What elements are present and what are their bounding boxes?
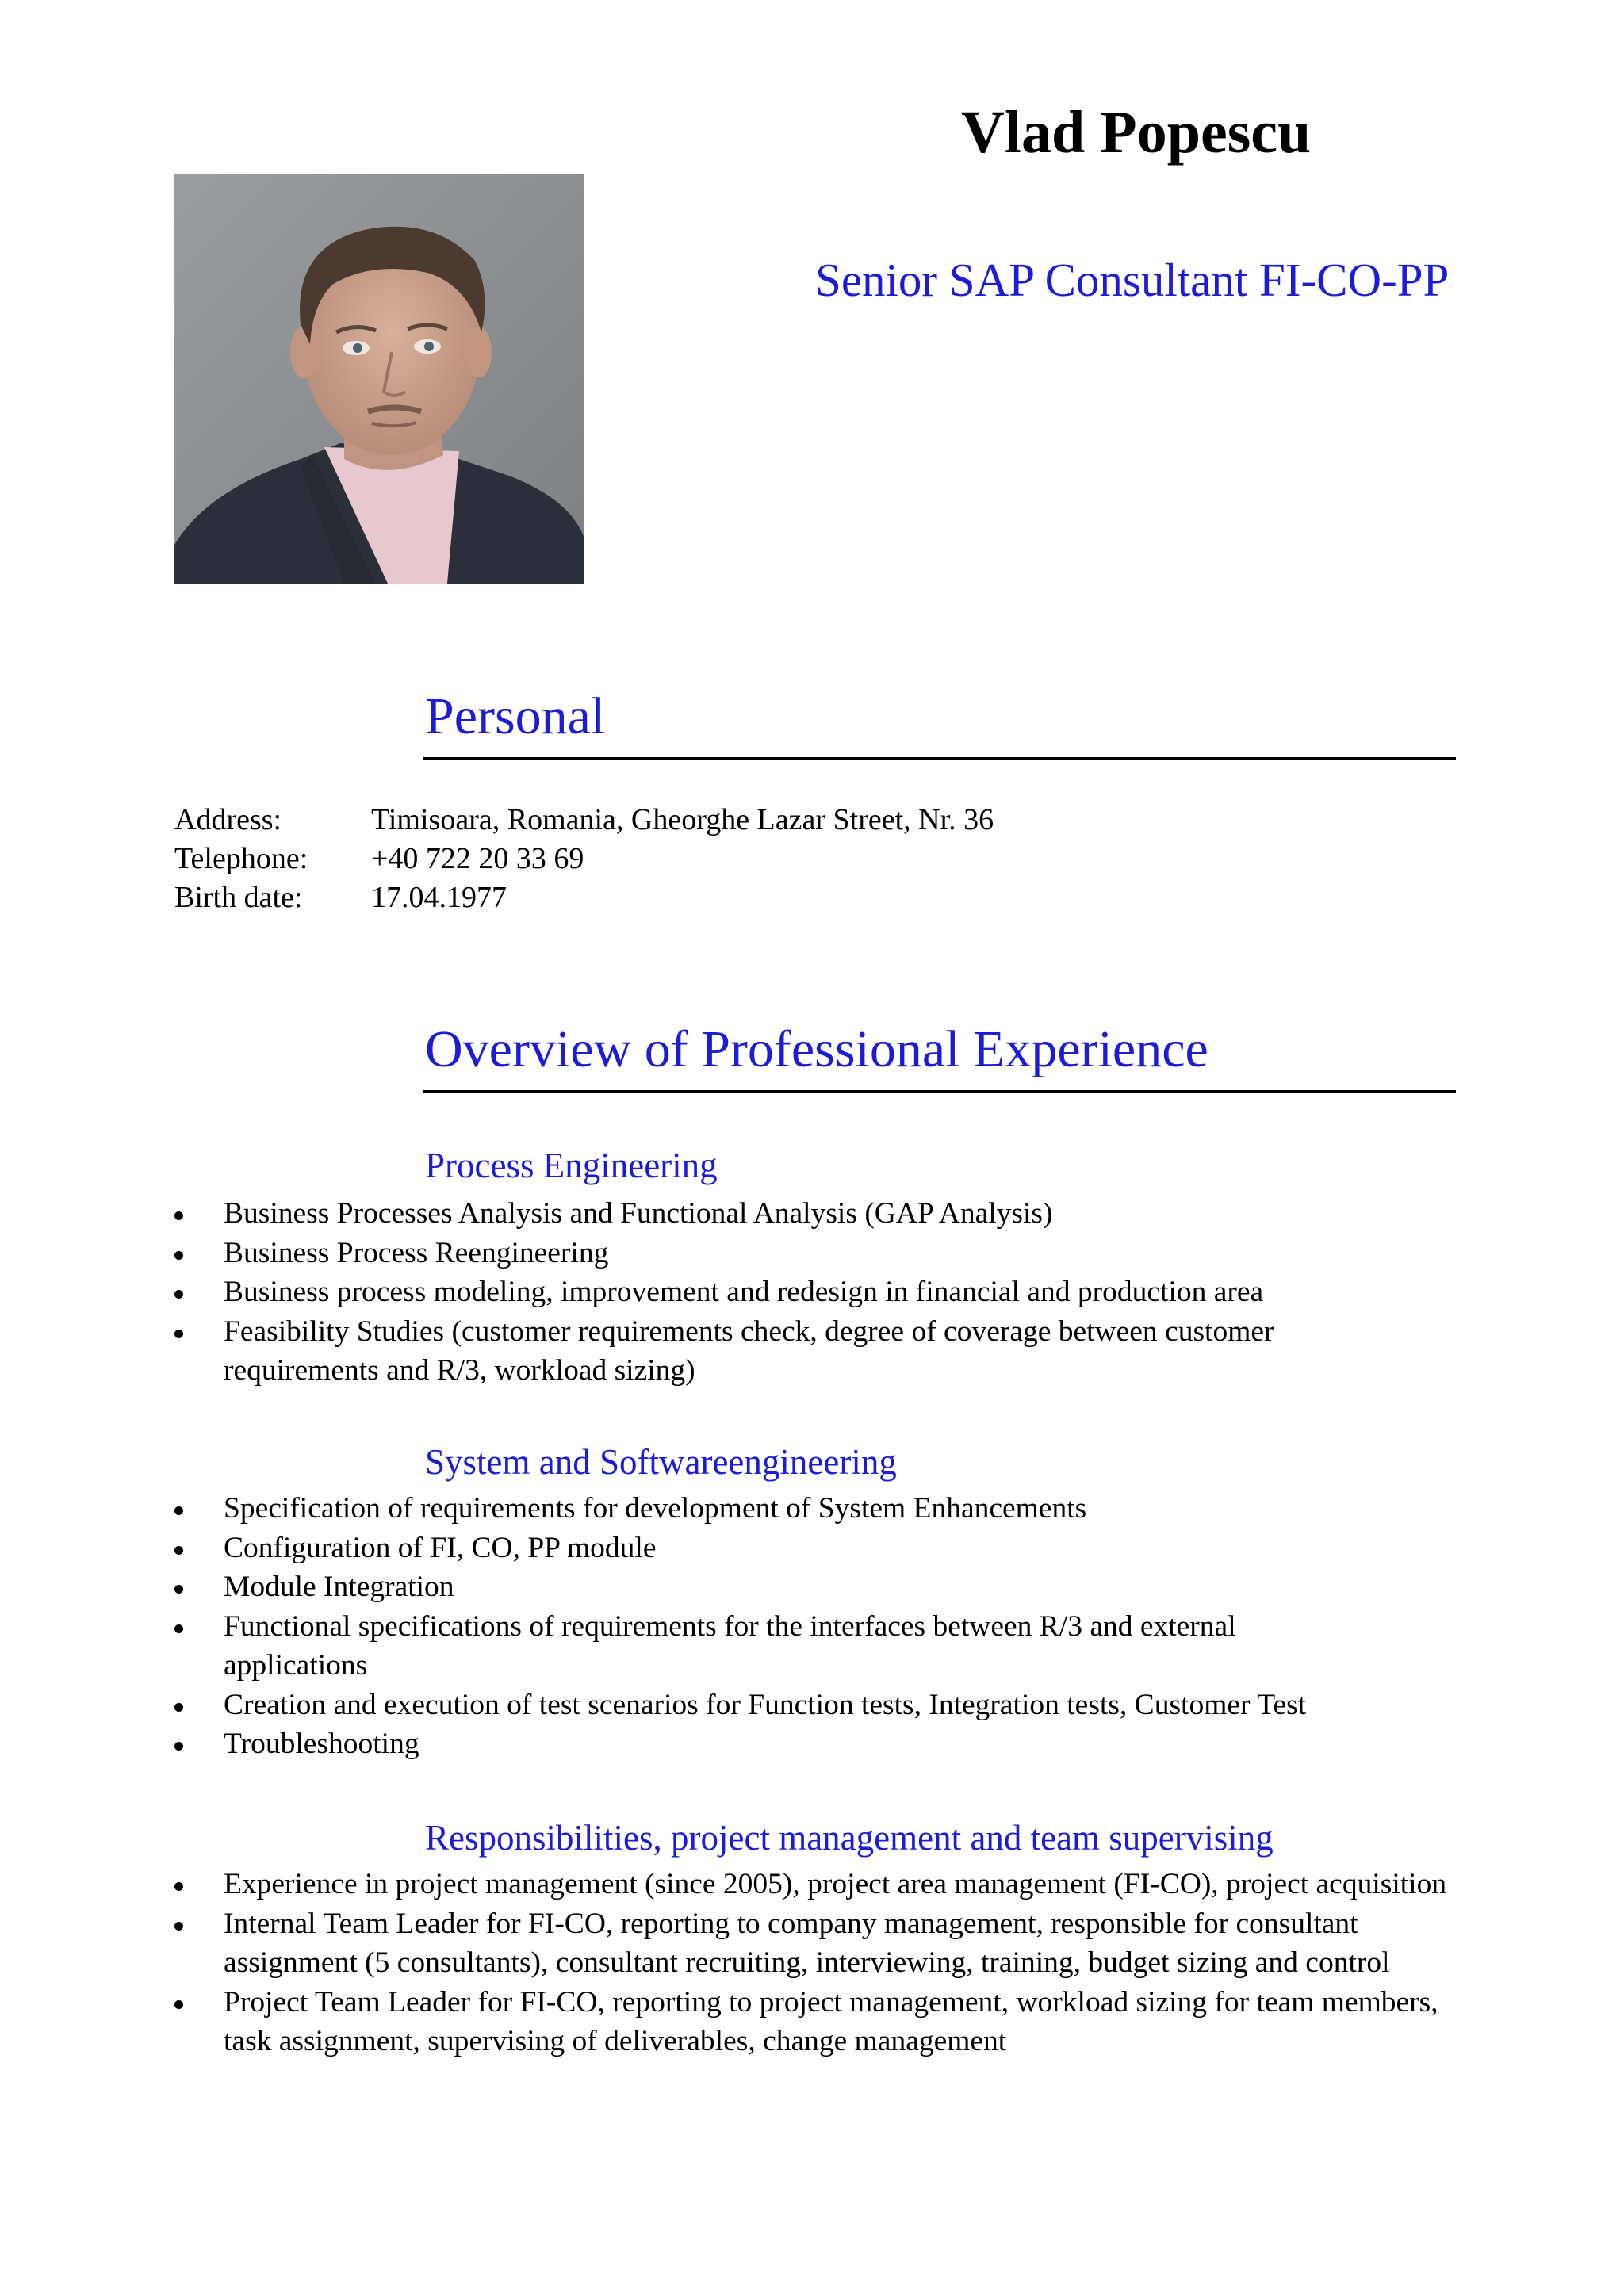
info-label: Telephone:	[174, 842, 308, 875]
list-item-text: Module Integration	[224, 1571, 454, 1603]
info-label: Birth date:	[174, 881, 303, 914]
bullet-icon	[174, 1882, 183, 1891]
subsection-title-system-engineering: System and Softwareengineering	[425, 1442, 897, 1482]
list-item-text: Business Process Reengineering	[224, 1236, 609, 1269]
bullet-icon	[174, 1330, 183, 1338]
list-item	[174, 1529, 1443, 1568]
list-item	[174, 1904, 1461, 1983]
list-item-text: Creation and execution of test scenarios for Function tests, Integration tests, Customer Test	[224, 1688, 1307, 1721]
bullet-list-system-engineering	[174, 1489, 1443, 1764]
list-item	[174, 1194, 1443, 1234]
info-row-telephone	[174, 840, 994, 878]
subsection-title-process-engineering: Process Engineering	[425, 1146, 718, 1185]
list-item-text: Configuration of FI, CO, PP module	[224, 1531, 657, 1564]
bullet-list-responsibilities	[174, 1865, 1447, 2061]
bullet-icon	[174, 1546, 183, 1555]
list-item	[174, 1686, 1443, 1725]
list-item-text: Specification of requirements for development of System Enhancements	[224, 1492, 1087, 1525]
list-item	[174, 1607, 1381, 1686]
list-item-text: Business Processes Analysis and Functional Analysis (GAP Analysis)	[224, 1197, 1053, 1230]
info-row-birth-date	[174, 878, 994, 917]
personal-info-table	[174, 801, 994, 917]
bullet-icon	[174, 1585, 183, 1594]
list-item-text: Business process modeling, improvement and redesign in financial and production area	[224, 1276, 1264, 1308]
job-title: Senior SAP Consultant FI-CO-PP	[815, 254, 1450, 306]
info-value: 17.04.1977	[371, 881, 507, 914]
bullet-icon	[174, 2000, 183, 2009]
list-item	[174, 1489, 1443, 1529]
list-item-text: Experience in project management (since 2005), project area management (FI-CO), project acquisition	[224, 1868, 1447, 1900]
list-item-text: Feasibility Studies (customer requirements check, degree of coverage between customer requirements and R/3, workload sizing)	[224, 1314, 1274, 1387]
bullet-icon	[174, 1922, 183, 1931]
list-item-text: Functional specifications of requirements for the interfaces between R/3 and external applications	[224, 1609, 1236, 1682]
list-item	[174, 1567, 1443, 1607]
list-item	[174, 1234, 1443, 1273]
section-divider	[423, 1090, 1456, 1093]
bullet-list-process-engineering	[174, 1194, 1443, 1391]
bullet-icon	[174, 1506, 183, 1515]
section-title-experience: Overview of Professional Experience	[425, 1020, 1208, 1078]
list-item	[174, 1272, 1443, 1312]
info-value: +40 722 20 33 69	[371, 842, 584, 875]
section-title-personal: Personal	[425, 687, 606, 745]
list-item	[174, 1983, 1477, 2061]
list-item-text: Internal Team Leader for FI-CO, reporting to company management, responsible for consultant assignment (5 consultants), consultant recruiting, interviewing, training, budget sizing and control	[224, 1907, 1390, 1979]
bullet-icon	[174, 1742, 183, 1751]
info-value: Timisoara, Romania, Gheorghe Lazar Street, Nr. 36	[371, 803, 994, 836]
bullet-icon	[174, 1703, 183, 1712]
list-item-text: Troubleshooting	[224, 1728, 419, 1760]
bullet-icon	[174, 1211, 183, 1220]
bullet-icon	[174, 1624, 183, 1633]
info-label: Address:	[174, 803, 282, 836]
list-item-text: Project Team Leader for FI-CO, reporting to project management, workload sizing for team members, task assignment, supervising of deliverables, change management	[224, 1985, 1438, 2057]
subsection-title-responsibilities: Responsibilities, project management and team supervising	[425, 1818, 1274, 1858]
list-item	[174, 1312, 1429, 1391]
person-name: Vlad Popescu	[961, 99, 1312, 166]
info-row-address	[174, 801, 994, 840]
bullet-icon	[174, 1251, 183, 1260]
list-item	[174, 1865, 1461, 1904]
bullet-icon	[174, 1290, 183, 1299]
portrait-photo-icon	[174, 174, 584, 584]
section-divider	[423, 757, 1456, 760]
list-item	[174, 1724, 1443, 1764]
